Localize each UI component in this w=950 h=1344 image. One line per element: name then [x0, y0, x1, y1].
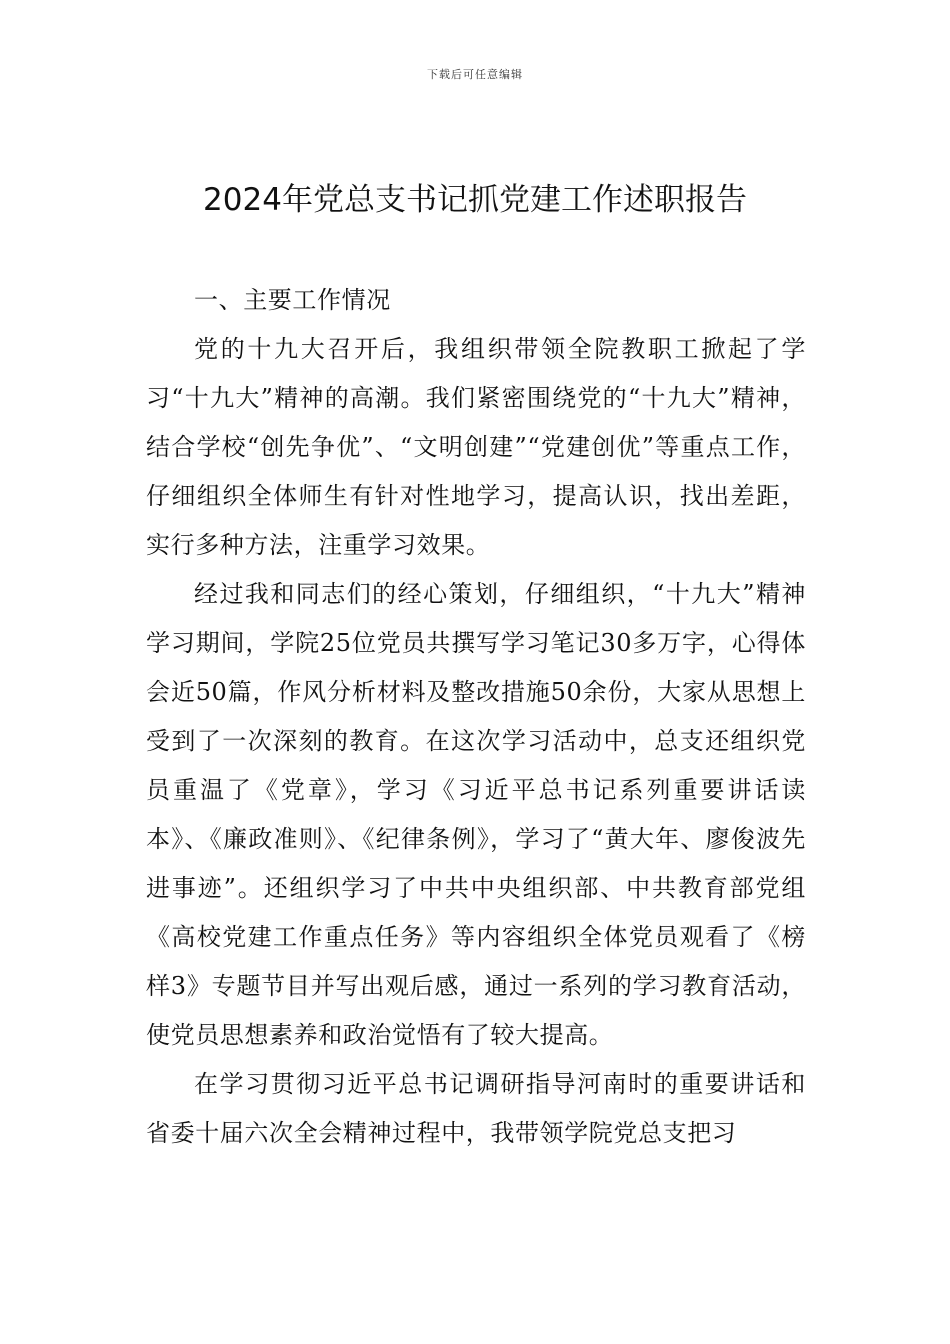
paragraph: 党的十九大召开后，我组织带领全院教职工掀起了学习“十九大”精神的高潮。我们紧密围绕党的“十九大”精神，结合学校“创先争优”、“文明创建”“党建创优”等重点工作，仔细组织全体师生有针对性地学习，提高认识，找出差距，实行多种方法，注重学习效果。 — [146, 335, 806, 559]
section-heading: 一、主要工作情况 — [194, 286, 391, 314]
paragraph: 在学习贯彻习近平总书记调研指导河南时的重要讲话和省委十届六次全会精神过程中，我带领学院党总支把习 — [146, 1070, 806, 1147]
header-note: 下载后可任意编辑 — [427, 68, 523, 81]
document-body — [146, 276, 806, 1158]
document-title: 2024年党总支书记抓党建工作述职报告 — [203, 182, 747, 218]
paragraph: 经过我和同志们的经心策划，仔细组织，“十九大”精神学习期间，学院25位党员共撰写学习笔记30多万字，心得体会近50篇，作风分析材料及整改措施50余份，大家从思想上受到了一次深刻的教育。在这次学习活动中，总支还组织党员重温了《党章》，学习《习近平总书记系列重要讲话读本》、《廉政准则》、《纪律条例》，学习了“黄大年、廖俊波先进事迹”。还组织学习了中共中央组织部、中共教育部党组《高校党建工作重点任务》等内容组织全体党员观看了《榜样3》专题节目并写出观后感，通过一系列的学习教育活动，使党员思想素养和政治觉悟有了较大提高。 — [146, 580, 806, 1049]
